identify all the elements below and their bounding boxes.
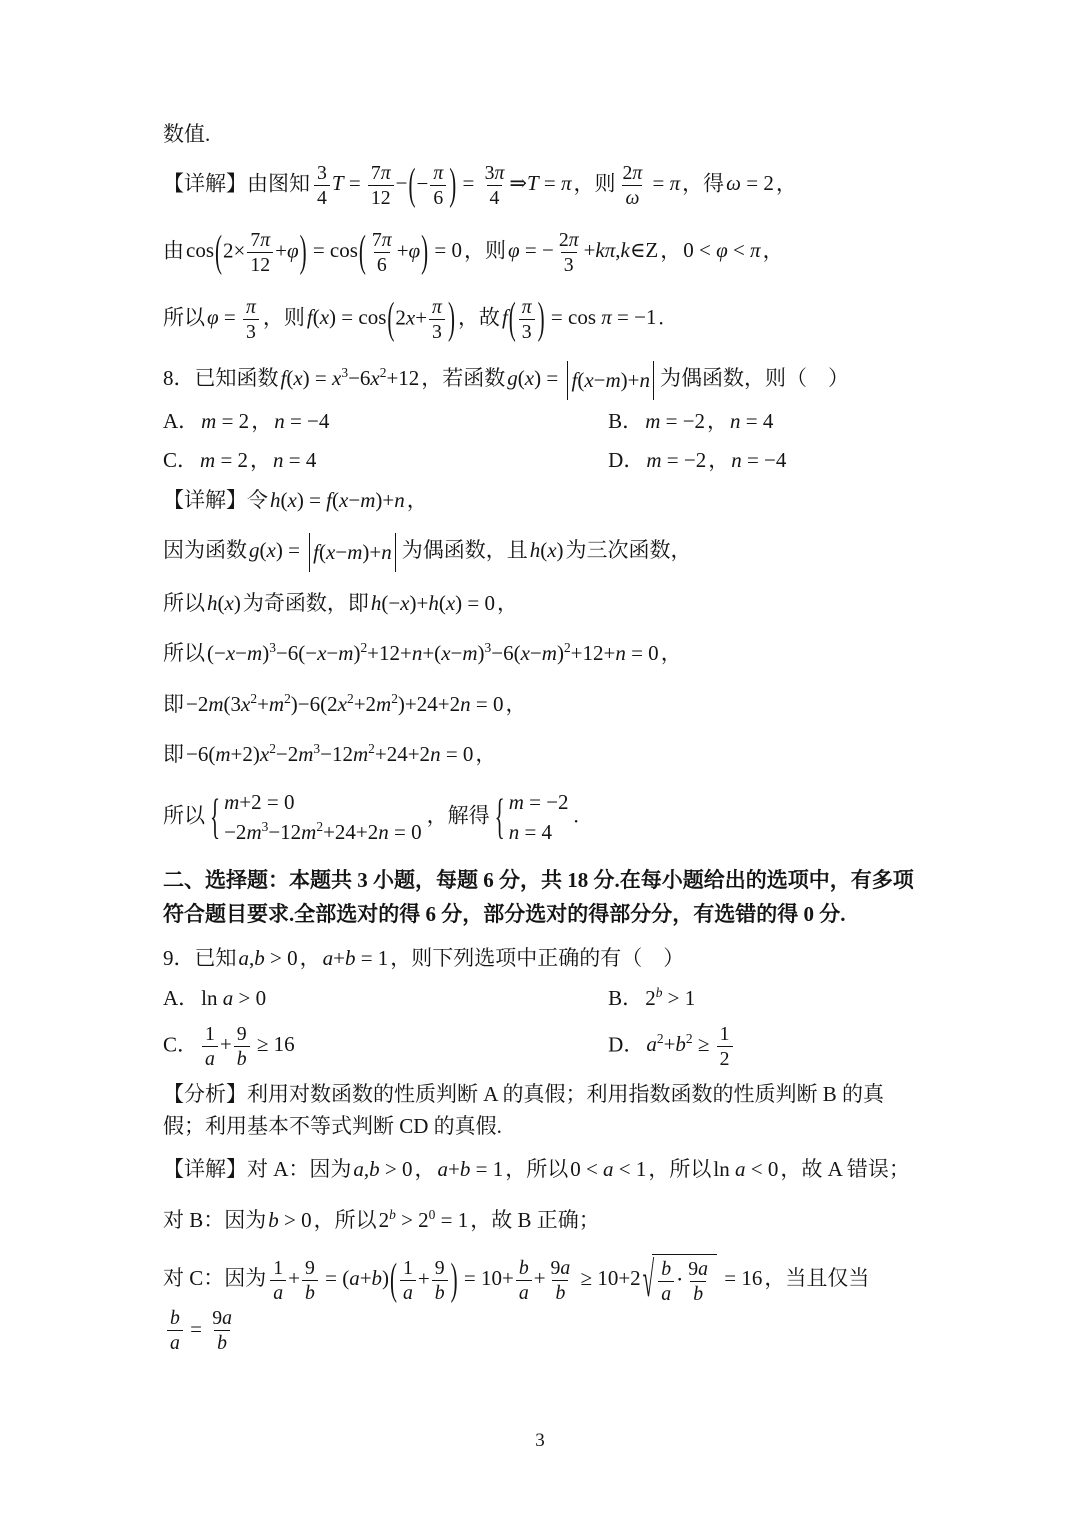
- math-expression: g(x) = f(x−m)+n: [507, 366, 658, 390]
- fraction: $\frac{\pi}{3}$: [519, 296, 535, 343]
- math-expression: $(-x-m)^3-6(-x-m)^2+12+n+(x-m)^3-6(x-m)^2+12+n = 0$: [207, 640, 659, 666]
- fraction: $\frac{3\pi}{4}$: [484, 161, 505, 209]
- math-expression: $-2m(3x^2+m^2)-6(2x^2+2m^2)+24+2n = 0$: [186, 690, 504, 716]
- fraction: $\frac{1}{a}$: [270, 1257, 286, 1304]
- math-expression: $2^b > 2^0 = 1$: [378, 1206, 469, 1232]
- math-expression: φ = $\frac{\pi}{3}$: [207, 305, 261, 329]
- section-heading: 二、选择题：本题共 3 小题，每题 6 分，共 18 分.在每小题给出的选项中，有多项符合题目要求.全部选对的得 6 分，部分选对的得部分分，有选错的得 0 分.: [163, 868, 914, 927]
- math-expression: ln a < 0: [713, 1157, 779, 1181]
- document-content: [163, 118, 924, 1355]
- page-number: 3: [535, 1430, 545, 1451]
- solution-detail: 【详解】对 A：因为a,b > 0，a+b = 1，所以0 < a < 1，所以ln a < 0，故 A 错误；: [163, 1157, 910, 1181]
- math-expression: ω = 2: [726, 170, 774, 195]
- option-left: A．ln a > 0: [163, 986, 267, 1011]
- math-expression: f ( $\frac{\pi}{3}$ ) = cos π = −1: [501, 292, 657, 344]
- paren-group: ( − $\frac{\pi}{6}$ ): [408, 158, 457, 209]
- square-root: √ $\frac{b}{a}$ ⋅ $\frac{9a}{b}$: [643, 1254, 717, 1306]
- fraction: $\frac{7\pi}{6}$: [371, 228, 392, 276]
- math-expression: m = 2: [200, 448, 249, 473]
- paren-group: ( 2x+ $\frac{\pi}{3}$ ): [387, 292, 455, 344]
- math-expression: n = −4: [274, 408, 330, 433]
- fraction: $\frac{1}{2}$: [717, 1023, 733, 1070]
- paren-group: ( $\frac{\pi}{3}$ ): [508, 292, 545, 344]
- math-expression: b > 0: [268, 1207, 312, 1232]
- fraction: $\frac{2\pi}{3}$: [558, 228, 579, 276]
- math-expression: $\frac{1}{a}$ + $\frac{9}{b}$ = (a+b) ( $\frac{1}{a}$ + $\frac{9}{b}$ ) = 10+ $\frac{b}{a}$ + $\frac{9a}{b}$ ≥ 10+2 √ $\frac{b}{a}$ ⋅ $\frac{9a}{b}$ = 16: [268, 1266, 762, 1290]
- fraction: $\frac{9a}{b}$: [550, 1256, 571, 1304]
- math-expression: [492, 788, 572, 845]
- solution-detail: 【详解】由图知 $\frac{3}{4}$ T = $\frac{7\pi}{12}$ − ( − $\frac{\pi}{6}$ ) = $\frac{3\pi}{4}$ ⇒T = π，则 $\frac{2\pi}{\omega}$ = π，得ω = 2，: [163, 158, 797, 209]
- math-expression: n = 4: [730, 408, 774, 433]
- math-expression: ln a > 0: [201, 986, 267, 1011]
- math-expression: $-6(m+2)x^2-2m^3-12m^2+24+2n = 0$: [186, 741, 474, 767]
- math-expression: a+b = 1: [322, 945, 389, 970]
- question-9-options-ab: [163, 982, 924, 1015]
- math-expression: n = 4: [273, 448, 317, 473]
- solution-detail: 所以h(x)为奇函数，即h(−x)+h(x) = 0，: [163, 590, 519, 615]
- fraction: $\frac{\pi}{3}$: [243, 296, 259, 343]
- cases-system: { m+2 = 0 $-2m^3-12m^2+24+2n = 0$: [210, 788, 422, 845]
- math-expression: $\frac{2\pi}{\omega}$ = π: [618, 171, 681, 195]
- math-expression: 0 < a < 1: [570, 1157, 647, 1181]
- math-expression: $\frac{3}{4}$ T = $\frac{7\pi}{12}$ − ( − $\frac{\pi}{6}$ ) = $\frac{3\pi}{4}$ ⇒T = π: [312, 171, 572, 195]
- option-left: C．m = 2，n = 4: [163, 448, 317, 473]
- solution-detail: 所以φ = $\frac{\pi}{3}$ ，则f(x) = cos ( 2x+ $\frac{\pi}{3}$ ) ，故f ( $\frac{\pi}{3}$ ) = cos π = −1.: [163, 292, 664, 344]
- fraction: $\frac{3}{4}$: [314, 162, 330, 209]
- math-expression: $f(x) = x^3-6x^2+12$: [280, 365, 420, 391]
- math-expression: g(x) = f(x−m)+n: [249, 538, 400, 562]
- math-expression: h(−x)+h(x) = 0: [370, 590, 496, 615]
- math-expression: m = −2: [646, 448, 707, 473]
- math-expression: 0 < φ < π: [683, 238, 761, 263]
- math-expression: a,b > 0: [353, 1157, 413, 1181]
- solution-detail: 即$-6(m+2)x^2-2m^3-12m^2+24+2n = 0$，: [163, 741, 497, 767]
- question-8-options-ab: [163, 405, 924, 438]
- fraction: $\frac{b}{a}$: [516, 1257, 532, 1304]
- math-expression: n = −4: [731, 448, 787, 473]
- option-right: B．m = −2，n = 4: [608, 408, 774, 433]
- math-expression: h(x): [207, 590, 241, 615]
- option-right: D．m = −2，n = −4: [608, 448, 787, 473]
- analysis-text: 【分析】利用对数函数的性质判断 A 的真假；利用指数函数的性质判断 B 的真假；利用基本不等式判断 CD 的真假.: [163, 1081, 885, 1139]
- solution-detail: 所以 { m+2 = 0 $-2m^3-12m^2+24+2n = 0$ ，解得 { m = −2 n = 4 .: [163, 789, 924, 847]
- fraction: $\frac{9}{b}$: [432, 1257, 448, 1304]
- solution-detail: 因为函数g(x) = f(x−m)+n 为偶函数，且h(x)为三次函数，: [163, 534, 924, 568]
- fraction: $\frac{9a}{b}$: [212, 1307, 232, 1355]
- continuation-text: 数值.: [163, 122, 211, 146]
- paren-group: ( $\frac{1}{a}$ + $\frac{9}{b}$ ): [390, 1253, 458, 1304]
- solution-detail: 所以$(-x-m)^3-6(-x-m)^2+12+n+(x-m)^3-6(x-m)^2+12+n = 0$，: [163, 640, 682, 666]
- paren-group: ( 2× $\frac{7\pi}{12}$ +φ ): [215, 225, 307, 277]
- question-9-options-cd: [163, 1022, 924, 1071]
- fraction: $\frac{2\pi}{\omega}$: [622, 161, 643, 209]
- fraction: $\frac{7\pi}{12}$: [247, 229, 273, 276]
- question-8-stem: 8．已知函数$f(x) = x^3-6x^2+12$，若函数g(x) = f(x−m)+n 为偶函数，则（ ）: [163, 362, 924, 396]
- fraction: $\frac{9}{b}$: [234, 1023, 250, 1070]
- solution-detail: 即$-2m(3x^2+m^2)-6(2x^2+2m^2)+24+2n = 0$，: [163, 690, 527, 716]
- math-expression: h(x) = f(x−m)+n: [270, 487, 405, 512]
- fraction: $\frac{\pi}{6}$: [430, 162, 446, 209]
- option-right: B．$2^b > 1$: [608, 985, 696, 1011]
- option-left: C． $\frac{1}{a}$ + $\frac{9}{b}$ ≥ 16: [163, 1022, 295, 1070]
- option-left: A．m = 2，n = −4: [163, 408, 330, 433]
- cases-system: { m = −2 n = 4: [494, 788, 569, 845]
- math-expression: $\frac{b}{a}$ = $\frac{9a}{b}$: [165, 1317, 237, 1341]
- paren-group: ( $\frac{7\pi}{6}$ +φ ): [358, 225, 429, 277]
- fraction: $\frac{b}{a}$: [658, 1258, 674, 1305]
- fraction: $\frac{9}{b}$: [302, 1257, 318, 1304]
- math-expression: a+b = 1: [437, 1157, 504, 1181]
- math-expression: $\frac{1}{a}$ + $\frac{9}{b}$ ≥ 16: [200, 1032, 295, 1056]
- math-expression: $a^2+b^2$ ≥ $\frac{1}{2}$: [646, 1032, 734, 1056]
- fraction: $\frac{9a}{b}$: [688, 1258, 709, 1306]
- solution-detail: 由cos ( 2× $\frac{7\pi}{12}$ +φ ) = cos ( $\frac{7\pi}{6}$ +φ ) = 0，则φ = − $\frac{2\pi}{3}$ +kπ,k∈Z，0 < φ < π，: [163, 225, 784, 277]
- solution-detail: 对 B：因为b > 0，所以$2^b > 2^0 = 1$，故 B 正确；: [163, 1206, 600, 1232]
- math-expression: m = −2: [645, 408, 706, 433]
- absolute-value-group: f(x−m)+n: [305, 536, 400, 569]
- math-expression: m = 2: [201, 408, 250, 433]
- math-expression: φ = − $\frac{2\pi}{3}$ +kπ,k∈Z: [508, 228, 659, 276]
- fraction: $\frac{1}{a}$: [400, 1257, 416, 1304]
- fraction: $\frac{1}{a}$: [202, 1023, 218, 1070]
- fraction: $\frac{7\pi}{12}$: [368, 162, 394, 209]
- fraction: $\frac{\pi}{3}$: [429, 296, 445, 343]
- solution-detail: 对 C：因为 $\frac{1}{a}$ + $\frac{9}{b}$ = (a+b) ( $\frac{1}{a}$ + $\frac{9}{b}$ ) = 10+ $\frac{b}{a}$ + $\frac{9a}{b}$ ≥ 10+2 √ $\frac{b}{a}$ ⋅ $\frac{9a}{b}$ = 16，当且仅当 $\frac{b}{a}$ = $\frac{9a}{b}$: [163, 1250, 870, 1355]
- question-9-stem: 9．已知a,b > 0，a+b = 1，则下列选项中正确的有（ ）: [163, 945, 685, 970]
- math-expression: a,b > 0: [238, 945, 298, 970]
- option-right: D．$a^2+b^2$ ≥ $\frac{1}{2}$: [608, 1022, 924, 1071]
- fraction: $\frac{b}{a}$: [167, 1307, 183, 1354]
- solution-detail: 【详解】令h(x) = f(x−m)+n，: [163, 487, 428, 512]
- absolute-value-group: f(x−m)+n: [563, 364, 658, 397]
- math-expression: f(x) = cos ( 2x+ $\frac{\pi}{3}$ ): [306, 292, 455, 344]
- math-expression: $2^b > 1$: [645, 985, 696, 1011]
- math-expression: h(x): [529, 538, 564, 563]
- question-8-options-cd: [163, 444, 924, 477]
- math-expression: cos ( 2× $\frac{7\pi}{12}$ +φ ) = cos ( $\frac{7\pi}{6}$ +φ ) = 0: [186, 225, 462, 277]
